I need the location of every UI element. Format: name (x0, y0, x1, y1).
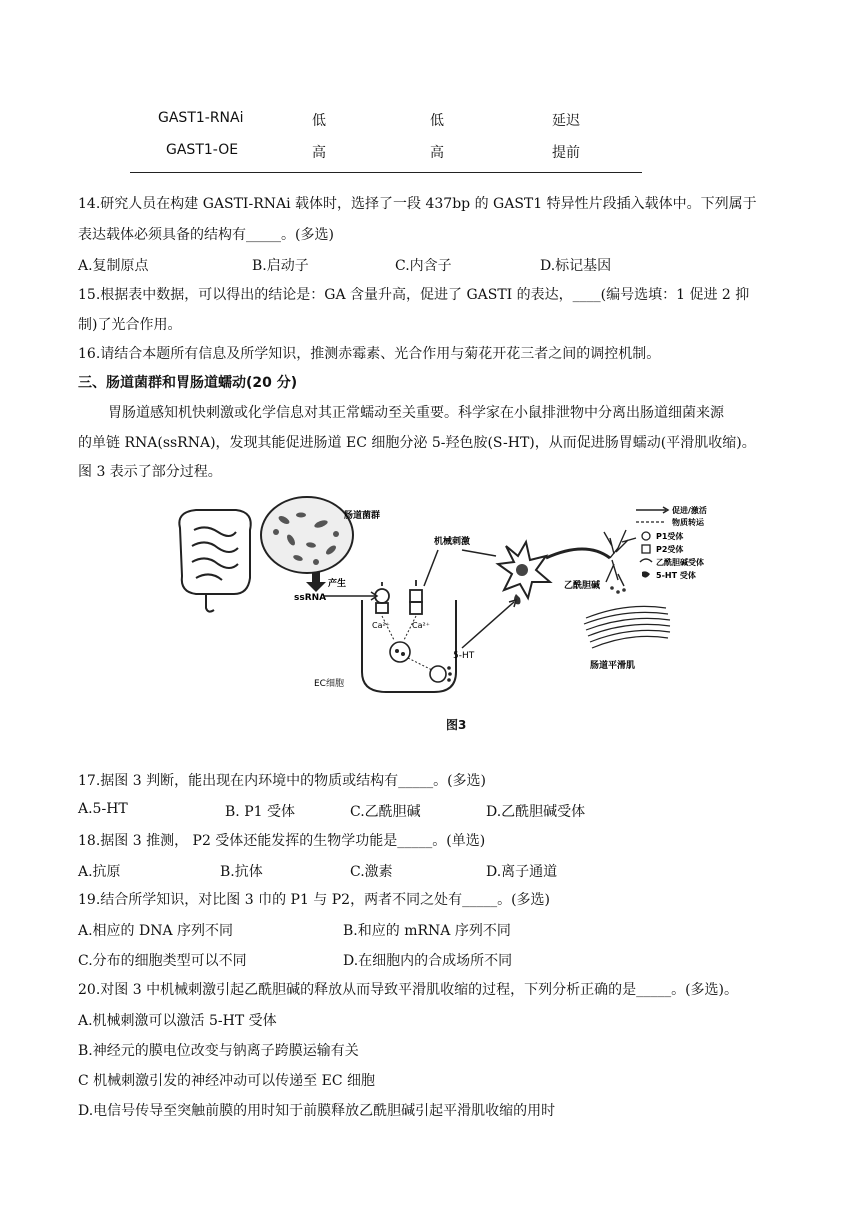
section-paragraph: 的单链 RNA(ssRNA)，发现其能促进肠道 EC 细胞分泌 5-羟色胺(S-HT)，从而促进肠胃蠕动(平滑肌收缩)。 (78, 435, 756, 451)
label-ca1: Ca²⁺ (372, 621, 390, 630)
legend-label: 促进/激活 (672, 506, 707, 515)
label-produce: 产生 (328, 579, 347, 589)
table-cell: 高 (430, 145, 444, 161)
table-cell: 高 (312, 145, 326, 161)
label-mech: 机械刺激 (434, 537, 471, 547)
label-5ht: 5-HT (453, 651, 475, 661)
question-15-stem: 15.根据表中数据，可以得出的结论是：GA 含量升高，促进了 GASTI 的表达，____(编号选填：1 促进 2 抑 (78, 287, 750, 303)
option-d: D.乙酰胆碱受体 (486, 804, 586, 820)
p1-legend-icon (642, 532, 650, 540)
p1-receptor-icon (375, 582, 389, 613)
option-c: C.分布的细胞类型可以不同 (78, 953, 247, 969)
label-ec-cell: EC细胞 (314, 679, 344, 689)
5ht-receptor-legend-icon (642, 571, 650, 577)
label-ca2: Ca²⁺ (412, 621, 430, 630)
question-14-stem-cont: 表达载体必须具备的结构有_____。(多选) (78, 227, 334, 243)
produce-arrow-icon (306, 572, 326, 592)
option-c: C 机械刺激引发的神经冲动可以传递至 EC 细胞 (78, 1073, 375, 1089)
option-b: B.启动子 (252, 258, 309, 274)
table-cell: 延迟 (552, 113, 580, 129)
figure-legend (636, 505, 707, 580)
figure-caption: 图3 (446, 718, 467, 732)
vesicle-icon (390, 642, 410, 662)
table-cell-name: GAST1-OE (166, 142, 239, 158)
option-a: A.抗原 (78, 864, 121, 880)
table-cell: 低 (312, 113, 326, 129)
gut-bacteria-bubble (261, 497, 353, 573)
figure-3-diagram (166, 490, 798, 708)
label-ach: 乙酰胆碱 (564, 581, 601, 591)
option-b: B.抗体 (220, 864, 263, 880)
option-a: A.相应的 DNA 序列不同 (78, 923, 234, 939)
table-row (130, 142, 640, 164)
option-d: D.标记基因 (540, 258, 612, 274)
table-cell: 低 (430, 113, 444, 129)
option-b: B.神经元的膜电位改变与钠离子跨膜运输有关 (78, 1043, 359, 1059)
legend-label: 物质转运 (672, 518, 704, 527)
section-title: 三、肠道菌群和胃肠道蠕动(20 分) (78, 375, 298, 391)
section-paragraph: 胃肠道感知机快刺激或化学信息对其正常蠕动至关重要。科学家在小鼠排泄物中分离出肠道细菌来源 (108, 405, 724, 421)
legend-label: P1受体 (656, 532, 684, 541)
question-20-stem: 20.对图 3 中机械刺激引起乙酰胆碱的释放从而导致平滑肌收缩的过程，下列分析正确的是_____。(多选)。 (78, 982, 738, 998)
label-ssrna: ssRNA (294, 593, 327, 603)
question-19-stem: 19.结合所学知识，对比图 3 巾的 P1 与 P2，两者不同之处有_____。(多选) (78, 892, 550, 908)
option-c: C.激素 (350, 864, 393, 880)
option-d: D.离子通道 (486, 864, 558, 880)
question-16-stem: 16.请结合本题所有信息及所学知识，推测赤霉素、光合作用与菊花开花三者之间的调控机制。 (78, 346, 661, 362)
neuron-icon (498, 542, 550, 604)
table-row (130, 110, 640, 132)
option-a: A.机械刺激可以激活 5-HT 受体 (78, 1013, 277, 1029)
legend-label: 乙酰胆碱受体 (656, 558, 704, 567)
table-cell-name: GAST1-RNAi (158, 110, 244, 126)
label-bacteria: 肠道菌群 (344, 511, 381, 521)
intestine-icon (179, 510, 250, 612)
section-paragraph: 图 3 表示了部分过程。 (78, 464, 222, 480)
legend-label: 5-HT 受体 (656, 571, 696, 580)
label-muscle: 肠道平滑肌 (590, 661, 636, 671)
option-b: B. P1 受体 (225, 804, 295, 820)
option-a: A.5-HT (78, 801, 128, 817)
question-14-stem: 14.研究人员在构建 GASTI-RNAi 载体时，选择了一段 437bp 的 GAST1 特异性片段插入载体中。下列属于 (78, 196, 757, 212)
question-17-stem: 17.据图 3 判断，能出现在内环境中的物质或结构有_____。(多选) (78, 773, 486, 789)
option-b: B.和应的 mRNA 序列不同 (343, 923, 511, 939)
legend-label: P2受体 (656, 545, 684, 554)
option-c: C.内含子 (395, 258, 452, 274)
p2-legend-icon (642, 545, 650, 553)
table-bottom-rule (130, 172, 642, 173)
option-d: D.电信号传导至突触前膜的用时知于前膜释放乙酰胆碱引起平滑肌收缩的用时 (78, 1103, 556, 1119)
smooth-muscle-icon (584, 606, 670, 648)
ach-receptor-legend-icon (640, 559, 652, 562)
table-cell: 提前 (552, 145, 580, 161)
p2-receptor-icon (410, 580, 422, 614)
option-d: D.在细胞内的合成场所不同 (343, 953, 513, 969)
option-a: A.复制原点 (78, 258, 149, 274)
question-15-stem-cont: 制)了光合作用。 (78, 317, 182, 333)
option-c: C.乙酰胆碱 (350, 804, 421, 820)
question-18-stem: 18.据图 3 推测， P2 受体还能发挥的生物学功能是_____。(单选) (78, 833, 486, 849)
